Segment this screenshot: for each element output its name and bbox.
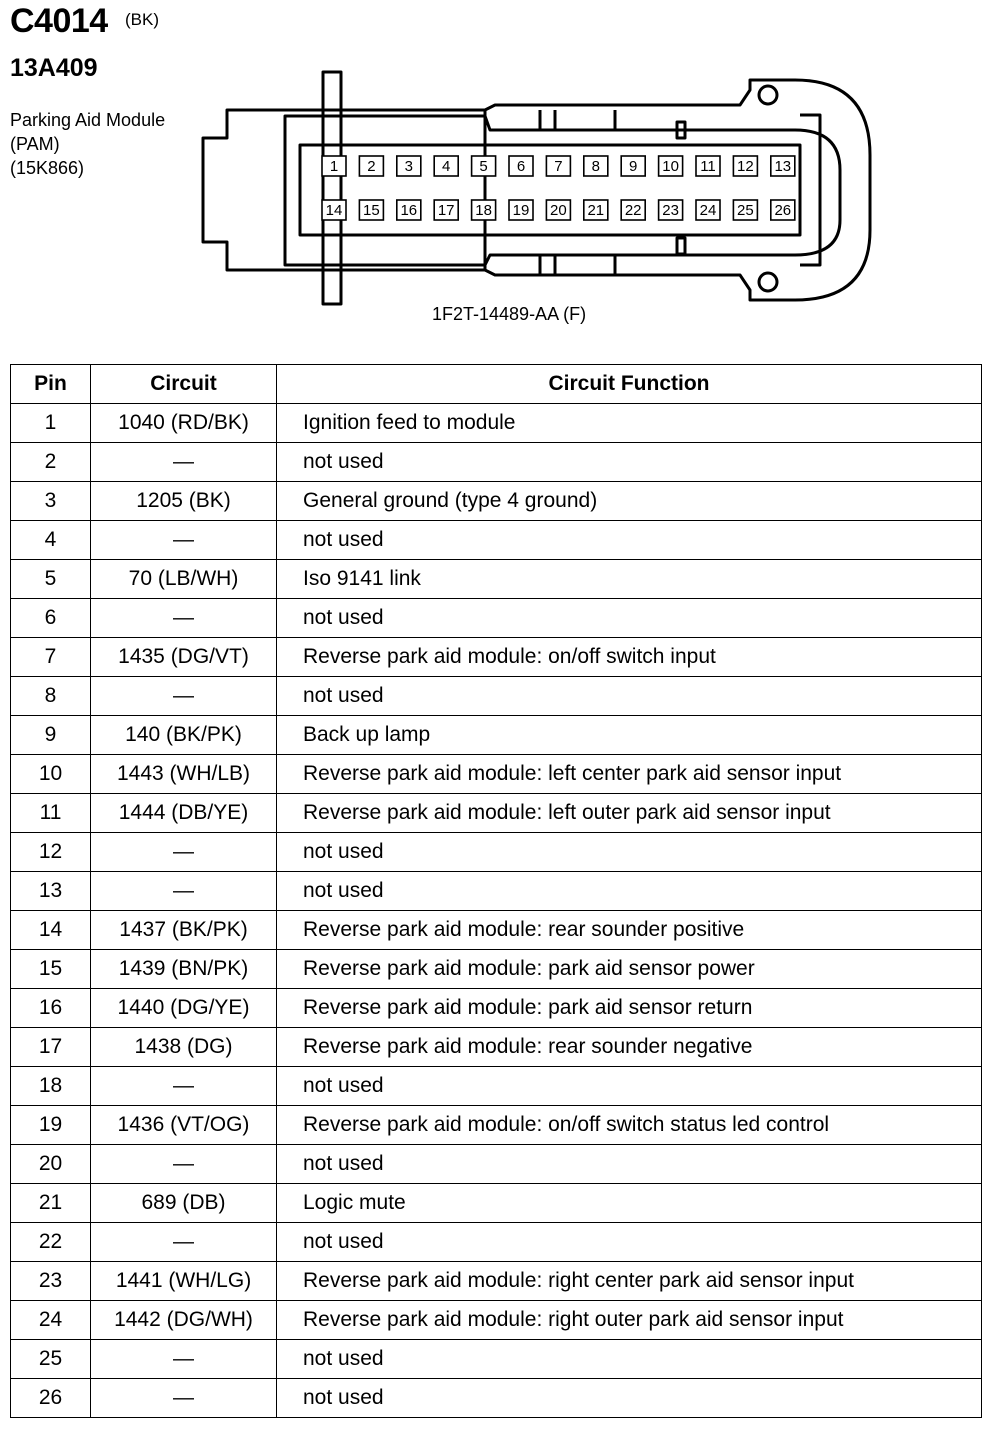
connector-face-diagram: [195, 70, 875, 310]
function-cell: not used: [277, 1379, 982, 1418]
table-row: [11, 482, 982, 521]
pin-number-label: 7: [554, 158, 563, 175]
pin-cell: 9: [11, 716, 91, 755]
pin-number-label: 12: [737, 158, 754, 175]
pin-number-label: 8: [591, 158, 600, 175]
circuit-cell: 1444 (DB/YE): [91, 794, 277, 833]
pin-number-label: 4: [442, 158, 451, 175]
pin-number-label: 18: [475, 202, 492, 219]
module-part-number: (15K866): [10, 158, 85, 178]
pin-number-label: 9: [629, 158, 638, 175]
function-cell: Reverse park aid module: right outer park aid sensor input: [277, 1301, 982, 1340]
table-row: [11, 521, 982, 560]
function-cell: Ignition feed to module: [277, 404, 982, 443]
pin-cell: 11: [11, 794, 91, 833]
pin-number-label: 2: [367, 158, 376, 175]
table-row: [11, 872, 982, 911]
circuit-cell: 1441 (WH/LG): [91, 1262, 277, 1301]
pin-number-label: 13: [774, 158, 792, 175]
table-row: [11, 950, 982, 989]
circuit-cell: 1040 (RD/BK): [91, 404, 277, 443]
function-cell: not used: [277, 677, 982, 716]
pin-cell: 18: [11, 1067, 91, 1106]
pin-cell: 14: [11, 911, 91, 950]
circuit-cell: —: [91, 1145, 277, 1184]
function-cell: Reverse park aid module: right center park aid sensor input: [277, 1262, 982, 1301]
table-row: [11, 716, 982, 755]
pin-number-label: 23: [662, 202, 679, 219]
circuit-cell: 1437 (BK/PK): [91, 911, 277, 950]
pin-number-label: 3: [404, 158, 413, 175]
table-row: [11, 1106, 982, 1145]
pin-cell: 6: [11, 599, 91, 638]
module-abbreviation: (PAM): [10, 134, 60, 154]
pin-number-label: 1: [329, 158, 339, 175]
pin-cell: 13: [11, 872, 91, 911]
function-cell: not used: [277, 599, 982, 638]
pin-number-label: 21: [587, 202, 605, 219]
pin-number-label: 25: [737, 202, 754, 219]
circuit-cell: —: [91, 1379, 277, 1418]
pin-cell: 25: [11, 1340, 91, 1379]
function-cell: Reverse park aid module: rear sounder negative: [277, 1028, 982, 1067]
function-cell: not used: [277, 1340, 982, 1379]
table-row: [11, 1223, 982, 1262]
circuit-cell: —: [91, 443, 277, 482]
table-row: [11, 1184, 982, 1223]
pin-cell: 1: [11, 404, 91, 443]
pin-cell: 2: [11, 443, 91, 482]
table-row: [11, 1301, 982, 1340]
table-row: [11, 1262, 982, 1301]
pin-number-label: 22: [624, 202, 642, 219]
pin-cell: 5: [11, 560, 91, 599]
table-row: [11, 1379, 982, 1418]
table-row: [11, 755, 982, 794]
function-cell: not used: [277, 1145, 982, 1184]
drawing-number: 1F2T-14489-AA (F): [432, 304, 587, 324]
pin-cell: 17: [11, 1028, 91, 1067]
table-row: [11, 599, 982, 638]
function-cell: not used: [277, 443, 982, 482]
pin-cell: 8: [11, 677, 91, 716]
function-cell: not used: [277, 1223, 982, 1262]
table-row: [11, 794, 982, 833]
table-row: [11, 443, 982, 482]
top-pin-row: [322, 156, 795, 176]
table-row: [11, 638, 982, 677]
pin-number-label: 10: [662, 158, 679, 175]
header-circuit-function: Circuit Function: [277, 365, 982, 404]
table-row: [11, 833, 982, 872]
circuit-cell: 1440 (DG/YE): [91, 989, 277, 1028]
pin-number-label: 24: [699, 202, 717, 219]
table-row: [11, 1145, 982, 1184]
pin-cell: 15: [11, 950, 91, 989]
pin-cell: 16: [11, 989, 91, 1028]
function-cell: Reverse park aid module: rear sounder positive: [277, 911, 982, 950]
module-name: Parking Aid Module: [10, 110, 166, 130]
top-mounting-hole: [759, 86, 777, 104]
circuit-cell: 140 (BK/PK): [91, 716, 277, 755]
pin-cell: 7: [11, 638, 91, 677]
pin-cell: 23: [11, 1262, 91, 1301]
pin-cell: 26: [11, 1379, 91, 1418]
table-row: [11, 560, 982, 599]
circuit-cell: —: [91, 1067, 277, 1106]
connector-id: C4014: [10, 2, 108, 40]
table-row: [11, 1067, 982, 1106]
pin-number-label: 14: [325, 202, 343, 219]
function-cell: Back up lamp: [277, 716, 982, 755]
left-latch-tab: [203, 110, 488, 270]
pin-number-label: 19: [512, 202, 530, 219]
connector-header: [0, 0, 990, 360]
function-cell: not used: [277, 833, 982, 872]
table-row: [11, 1028, 982, 1067]
bottom-mounting-hole: [759, 273, 777, 291]
pin-number-label: 11: [700, 158, 716, 175]
function-cell: Reverse park aid module: park aid sensor return: [277, 989, 982, 1028]
table-header-row: [11, 365, 982, 404]
circuit-cell: 1436 (VT/OG): [91, 1106, 277, 1145]
function-cell: General ground (type 4 ground): [277, 482, 982, 521]
pin-cell: 20: [11, 1145, 91, 1184]
module-description: [10, 108, 165, 180]
function-cell: Reverse park aid module: park aid sensor power: [277, 950, 982, 989]
circuit-cell: —: [91, 833, 277, 872]
pin-number-label: 17: [437, 202, 455, 219]
circuit-cell: 1438 (DG): [91, 1028, 277, 1067]
pin-cell: 10: [11, 755, 91, 794]
circuit-cell: 1439 (BN/PK): [91, 950, 277, 989]
pin-number-label: 16: [400, 202, 418, 219]
pin-number-label: 26: [774, 202, 792, 219]
table-row: [11, 911, 982, 950]
pin-number-label: 6: [516, 158, 526, 175]
pin-cell: 4: [11, 521, 91, 560]
pin-cell: 12: [11, 833, 91, 872]
circuit-cell: —: [91, 677, 277, 716]
table-row: [11, 989, 982, 1028]
circuit-cell: 689 (DB): [91, 1184, 277, 1223]
function-cell: Reverse park aid module: on/off switch status led control: [277, 1106, 982, 1145]
function-cell: not used: [277, 1067, 982, 1106]
pin-number-label: 5: [479, 158, 488, 175]
pin-number-label: 15: [363, 202, 380, 219]
pin-cell: 3: [11, 482, 91, 521]
function-cell: Logic mute: [277, 1184, 982, 1223]
function-cell: Iso 9141 link: [277, 560, 982, 599]
function-cell: not used: [277, 521, 982, 560]
circuit-cell: 1205 (BK): [91, 482, 277, 521]
circuit-cell: 70 (LB/WH): [91, 560, 277, 599]
circuit-cell: —: [91, 599, 277, 638]
connector-color: (BK): [125, 10, 159, 29]
circuit-cell: 1443 (WH/LB): [91, 755, 277, 794]
pin-number-label: 20: [550, 202, 567, 219]
pin-cell: 21: [11, 1184, 91, 1223]
circuit-cell: —: [91, 872, 277, 911]
pinout-table: [10, 364, 982, 1418]
right-rib: [800, 115, 820, 265]
pin-cell: 22: [11, 1223, 91, 1262]
circuit-cell: —: [91, 1340, 277, 1379]
pin-cell: 24: [11, 1301, 91, 1340]
header-circuit: Circuit: [91, 365, 277, 404]
part-number: 13A409: [10, 54, 98, 82]
header-pin: Pin: [11, 365, 91, 404]
function-cell: not used: [277, 872, 982, 911]
function-cell: Reverse park aid module: left center park aid sensor input: [277, 755, 982, 794]
table-row: [11, 677, 982, 716]
function-cell: Reverse park aid module: left outer park aid sensor input: [277, 794, 982, 833]
bottom-pin-row: [322, 200, 795, 220]
table-row: [11, 1340, 982, 1379]
circuit-cell: 1435 (DG/VT): [91, 638, 277, 677]
connector-inner-housing: [285, 116, 840, 265]
function-cell: Reverse park aid module: on/off switch input: [277, 638, 982, 677]
circuit-cell: —: [91, 521, 277, 560]
pin-cell: 19: [11, 1106, 91, 1145]
table-row: [11, 404, 982, 443]
circuit-cell: 1442 (DG/WH): [91, 1301, 277, 1340]
circuit-cell: —: [91, 1223, 277, 1262]
